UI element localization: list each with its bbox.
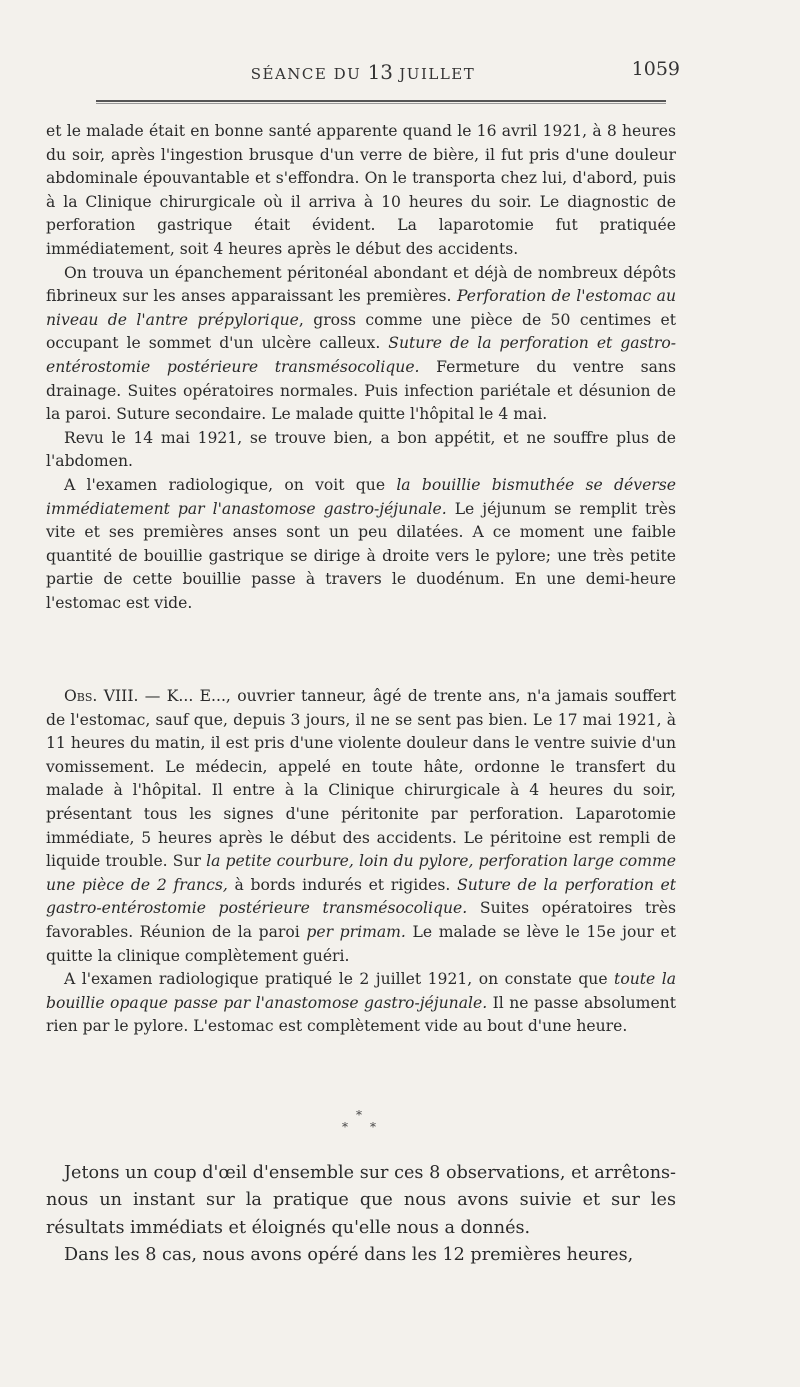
paragraph <box>46 968 676 1039</box>
running-head-pre: SÉANCE DU <box>250 65 368 83</box>
paragraph-text: Revu le 14 mai 1921, se trouve bien, a bon appétit, et ne souffre plus de l'abdomen. <box>46 428 676 471</box>
page-number: 1059 <box>631 58 680 80</box>
running-head-date: 13 <box>367 60 394 84</box>
italic-text: la bouillie bismuthée se déverse immédiatement par l'anastomose gastro-jéjunale. <box>46 475 676 518</box>
paragraph <box>46 262 676 427</box>
italic-text: per primam. <box>306 922 406 941</box>
observation-label: Obs. VIII. <box>64 687 139 705</box>
paragraph-text: Dans les 8 cas, nous avons opéré dans les 12 premières heures, <box>64 1244 634 1265</box>
asterisk: * <box>342 1120 348 1134</box>
paragraph <box>46 120 676 262</box>
paragraph-text: Le jéjunum se remplit très vite et ses premières anses sont un peu dilatées. A ce moment une faible quantité de bouillie gastrique se dirige à droite vers le pylore; une très petite partie de cette bouillie passe à travers le duodénum. En une demi-heure l'estomac est vide. <box>46 499 676 612</box>
body-text-observation <box>46 685 676 1039</box>
italic-text: la petite courbure, loin du pylore, perforation large comme une pièce de 2 francs, <box>46 852 676 894</box>
paragraph <box>46 1242 676 1269</box>
paragraph-text: et le malade était en bonne santé apparente quand le 16 avril 1921, à 8 heures du soir, après l'ingestion brusque d'un verre de bière, il fut pris d'une douleur abdominale épouvantable et s'effondra. On le transporta chez lui, d'abord, puis à la Clinique chirurgicale où il arriva à 10 heures du soir. Le diagnostic de perforation gastrique était évident. La laparotomie fut pratiquée immédiatement, soit 4 heures après le début des accidents. <box>46 122 676 258</box>
paragraph-text: A l'examen radiologique pratiqué le 2 juillet 1921, on constate que <box>64 970 615 989</box>
paragraph-text: , gross comme une pièce de 50 centimes et occupant le sommet d'un ulcère calleux. <box>46 310 676 353</box>
asterisk: * <box>356 1108 362 1122</box>
body-text-upper <box>46 120 676 615</box>
paragraph-text: Le malade se lève le 15e jour et quitte la clinique complètement guéri. <box>46 922 677 965</box>
paragraph-text: A l'examen radiologique, on voit que <box>64 475 397 494</box>
paragraph <box>46 474 676 616</box>
paragraph-text: Suites opératoires très favorables. Réunion de la paroi <box>46 899 676 941</box>
header-rule-thin <box>96 103 666 104</box>
page-header <box>46 60 680 90</box>
paragraph-text: Il ne passe absolument rien par le pylore. L'estomac est complètement vide au bout d'une heure. <box>46 993 676 1036</box>
running-head <box>46 60 680 84</box>
section-separator-asterism <box>340 1108 380 1138</box>
italic-text: toute la bouillie opaque passe par l'anastomose gastro-jéjunale. <box>46 970 676 1012</box>
paragraph-text: On trouva un épanchement péritonéal abondant et déjà de nombreux dépôts fibrineux sur les anses apparaissant les premières. <box>46 263 676 306</box>
paragraph-text: Jetons un coup d'œil d'ensemble sur ces 8 observations, et arrêtons-nous un instant sur la pratique que nous avons suivie et sur les résultats immédiats et éloignés qu'elle nous a donnés. <box>46 1163 676 1238</box>
running-head-post: JUILLET <box>393 65 476 83</box>
body-text-summary <box>46 1160 676 1269</box>
paragraph-text: Fermeture du ventre sans drainage. Suites opératoires normales. Puis infection pariétale et désunion de la paroi. Suture secondaire. Le malade quitte l'hôpital le 4 mai. <box>46 357 676 424</box>
paragraph-text: à bords indurés et rigides. <box>227 875 458 894</box>
paragraph <box>46 685 676 968</box>
paragraph <box>46 427 676 474</box>
header-rule <box>96 100 666 102</box>
italic-text: Suture de la perforation et gastro-entérostomie postérieure transmésocolique. <box>46 875 676 918</box>
paragraph-text: — K... E..., ouvrier tanneur, âgé de trente ans, n'a jamais souffert de l'estomac, sauf que, depuis 3 jours, il ne se sent pas bien. Le 17 mai 1921, à 11 heures du matin, il est pris d'une violente douleur dans le ventre suivie d'un vomissement. Le médecin, appelé en toute hâte, ordonne le transfert du malade à l'hôpital. Il entre à la Clinique chirurgicale à 4 heures du soir, présentant tous les signes d'une péritonite par perforation. Laparotomie immédiate, 5 heures après le début des accidents. Le péritoine est rempli de liquide trouble. Sur <box>46 687 676 871</box>
paragraph <box>46 1160 676 1242</box>
italic-text: Perforation de l'estomac au niveau de l'antre prépylorique <box>46 287 677 329</box>
italic-text: Suture de la perforation et gastro-entérostomie postérieure transmésocolique. <box>46 334 676 376</box>
asterisk: * <box>370 1120 376 1134</box>
